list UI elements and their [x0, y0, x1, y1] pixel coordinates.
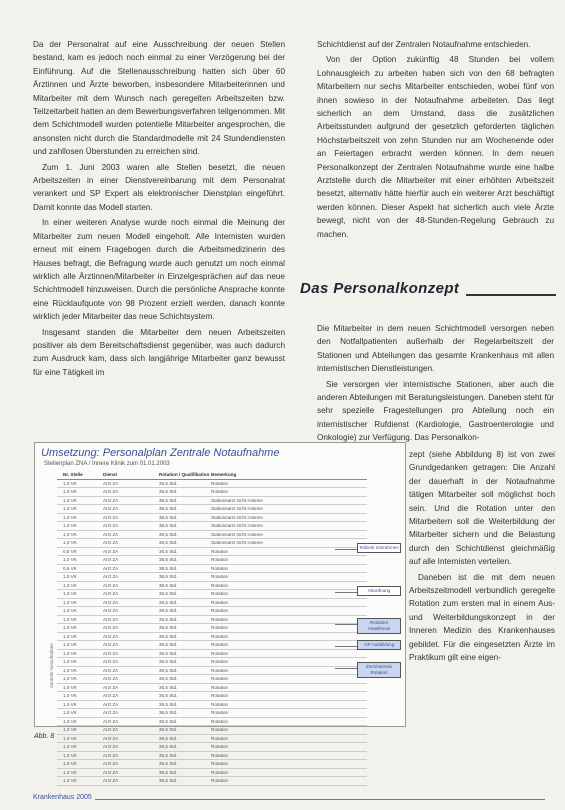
table-cell: Rotation [211, 667, 229, 673]
table-row [57, 633, 367, 642]
table-cell: Rotation [211, 557, 229, 562]
paragraph: Daneben ist die mit dem neuen Arbeitszeitmodell verbundlich geregelte Rotation zum ersten mal in einem Aus- und Weiterbildungskonzept in der Inneren Medizin des Krankenhauses gebildet. Für die eingesetzten Ärzte im Praktikum gilt eine eigen- [409, 572, 555, 663]
table-cell: Arzt ZA [103, 574, 119, 579]
table-cell: 1,0 VK [63, 557, 77, 562]
table-cell: 36,5 Std. [159, 701, 178, 707]
table-cell: Arzt ZA [103, 778, 119, 783]
table-cell: Arzt ZA [103, 557, 119, 562]
right-text-column-bottom [409, 448, 555, 667]
table-row [57, 599, 367, 608]
table-cell: 1,0 VK [63, 633, 77, 639]
table-cell: Rotation [211, 548, 229, 554]
table-cell: Arzt ZA [103, 684, 119, 690]
figure-title: Umsetzung: Personalplan Zentrale Notaufnahme [41, 447, 280, 459]
paragraph: Da der Personalrat auf eine Ausschreibung der neuen Stellen bestand, kam es jedoch noch einmal zu einer Verzögerung bei der Einführung. Auf die Stellenausschreibung hatten sich über 60 Ärztinnen und Ärzte beworben, insbesondere Mitarbeiterinnen und Mitarbeiter mit dem Wunsch nach geregelten Arbeitszeiten bzw. Teilzeitarbeit hatten an dem Bewerbungsverfahren teilgenommen. Mit dem Schichtmodell wurden potentielle Mitarbeiter angesprochen, die ansonsten nicht durch die Standardmodelle mit 24 Stundendiensten und zahllosen Überstunden zu erreichen sind. [33, 40, 285, 157]
table-row [57, 692, 367, 701]
table-row [57, 590, 367, 599]
table-cell: 36,5 Std. [159, 633, 178, 639]
table-cell: 1,0 VK [63, 684, 77, 690]
table-cell: Rotation [211, 625, 229, 630]
table-cell: Rotation [211, 761, 229, 766]
table-cell: 1,0 VK [63, 489, 77, 494]
left-text-column [33, 38, 285, 381]
table-cell: 1,0 VK [63, 625, 77, 630]
table-cell: Stationsarzt nicht rotieren [211, 514, 264, 520]
table-cell: 38,5 Std. [159, 565, 178, 571]
table-row [57, 548, 367, 557]
table-cell: 1,0 VK [63, 676, 77, 681]
table-cell: Arzt ZA [103, 514, 119, 520]
table-cell: Rotation [211, 735, 229, 741]
table-cell: 0,5 VK [63, 548, 77, 554]
figure-caption: Abb. 8 [34, 733, 55, 740]
table-cell: Rotation [211, 659, 229, 664]
page-footer: Krankenhaus 2005 [33, 794, 92, 801]
table-cell: Rotation [211, 710, 229, 715]
paragraph: Zum 1. Juni 2003 waren alle Stellen besetzt, die neuen Arbeitszeiten in einer Dienstvereinbarung mit dem Personalrat verankert und SP Expert als elektronischer Dienstplan eingeführt. Damit konnte das Modell starten. [33, 162, 285, 212]
table-cell: Arzt ZA [103, 735, 119, 741]
figure-side-label: Zentrale Notaufnahme [49, 643, 54, 688]
table-row [57, 582, 367, 591]
table-row [57, 565, 367, 574]
table-cell: 1,0 VK [63, 710, 77, 715]
table-header-row [57, 471, 367, 480]
staffing-table [57, 471, 367, 786]
table-cell: Stationsarzt nicht rotieren [211, 531, 264, 537]
table-cell: 36,5 Std. [159, 710, 178, 715]
table-cell: Arzt ZA [103, 582, 119, 588]
table-row [57, 514, 367, 523]
table-cell: Stationsarzt nicht rotieren [211, 506, 264, 511]
connector-line [335, 668, 357, 669]
table-cell: Arzt ZA [103, 710, 119, 715]
table-row [57, 641, 367, 650]
column-header: Bemerkung [211, 472, 237, 477]
table-row [57, 675, 367, 684]
table-cell: Arzt ZA [103, 744, 119, 749]
connector-line [335, 549, 357, 550]
table-cell: 36,5 Std. [159, 659, 178, 664]
table-cell: Arzt ZA [103, 659, 119, 664]
table-row [57, 667, 367, 676]
table-cell: 36,5 Std. [159, 591, 178, 596]
column-header: Nr. Stelle [63, 472, 83, 477]
table-cell: 1,0 VK [63, 540, 77, 545]
table-cell: 1,0 VK [63, 744, 77, 749]
table-cell: 1,0 VK [63, 735, 77, 741]
table-cell: 36,5 Std. [159, 727, 178, 732]
table-row [57, 573, 367, 582]
table-cell: Rotation [211, 769, 229, 775]
table-cell: Rotation [211, 642, 229, 647]
table-cell: 38,5 Std. [159, 582, 178, 588]
table-cell: Rotation [211, 608, 229, 613]
table-cell: Arzt ZA [103, 752, 119, 758]
table-cell: Rotation [211, 599, 229, 605]
table-cell: 1,0 VK [63, 650, 77, 656]
table-cell: Arzt ZA [103, 633, 119, 639]
table-cell: Arzt ZA [103, 531, 119, 537]
table-cell: Arzt ZA [103, 667, 119, 673]
table-row [57, 505, 367, 514]
table-cell: 36,5 Std. [159, 752, 178, 758]
figure-side-box: Abordnung [357, 586, 401, 596]
table-cell: 1,0 VK [63, 718, 77, 724]
table-cell: 1,0 VK [63, 582, 77, 588]
table-cell: 36,5 Std. [159, 642, 178, 647]
table-cell: 38,5 Std. [159, 514, 178, 520]
table-cell: 36,5 Std. [159, 625, 178, 630]
table-cell: Stationsarzt nicht rotieren [211, 523, 264, 528]
table-cell: 0,5 VK [63, 565, 77, 571]
table-cell: Arzt ZA [103, 489, 119, 494]
table-cell: 36,5 Std. [159, 548, 178, 554]
table-cell: Arzt ZA [103, 480, 119, 486]
table-cell: 1,0 VK [63, 599, 77, 605]
table-row [57, 658, 367, 667]
table-cell: 1,0 VK [63, 514, 77, 520]
table-cell: 1,0 VK [63, 591, 77, 596]
table-cell: Rotation [211, 574, 229, 579]
table-cell: Arzt ZA [103, 506, 119, 511]
table-cell: Rotation [211, 727, 229, 732]
table-cell: Stationsarzt nicht rotieren [211, 540, 264, 545]
table-cell: 36,5 Std. [159, 667, 178, 673]
right-text-column-middle [317, 322, 554, 447]
table-row [57, 488, 367, 497]
table-cell: Rotation [211, 744, 229, 749]
figure-side-box: Rotation/ Anästhesie [357, 618, 401, 634]
figure-side-box: Teilzeit/ Zeitrahmen [357, 543, 401, 553]
table-cell: Rotation [211, 565, 229, 571]
table-cell: 1,0 VK [63, 693, 77, 698]
table-cell: 1,0 VK [63, 523, 77, 528]
table-cell: 36,5 Std. [159, 489, 178, 494]
table-cell: 36,5 Std. [159, 540, 178, 545]
table-row [57, 616, 367, 625]
table-cell: 1,0 VK [63, 497, 77, 503]
table-cell: Arzt ZA [103, 548, 119, 554]
table-cell: Rotation [211, 650, 229, 656]
section-heading: Das Personalkonzept [300, 280, 460, 297]
table-row [57, 539, 367, 548]
table-cell: Arzt ZA [103, 676, 119, 681]
table-cell: Arzt ZA [103, 701, 119, 707]
paragraph: Von der Option zukünftig 48 Stunden bei vollem Lohnausgleich zu arbeiten haben sich von den 68 befragten Mitarbeitern nur sechs Mitarbeiter entschieden, wobei fünf von ihnen sowieso in der Notaufnahme arbeiteten. Das liegt sicherlich an dem Umstand, dass die zusätzlichen Arbeitsstunden aufgrund der gesetzlich geforderten täglichen Höchstarbeitszeit von zehn Stunden nur am Wochenende oder an Feiertagen erbracht werden können. In dem neuen Personalkonzept der Zentralen Notaufnahme wurde eine halbe Arztstelle durch die Mitarbeiter mit einer erhöhten Arbeitszeit besetzt, alternativ hätte hierfür auch ein weiterer Arzt beschäftigt werden können. Dieser Aspekt hat sicherlich auch viele Ärzte bewegt, nicht von der 48-Stunden-Regelung Gebrauch zu machen. [317, 55, 554, 239]
table-cell: Rotation [211, 684, 229, 690]
table-cell: Arzt ZA [103, 523, 119, 528]
table-cell: Arzt ZA [103, 625, 119, 630]
table-cell: 1,0 VK [63, 761, 77, 766]
connector-line [335, 646, 357, 647]
table-row [57, 726, 367, 735]
table-cell: Rotation [211, 693, 229, 698]
table-row [57, 769, 367, 778]
table-cell: Arzt ZA [103, 769, 119, 775]
table-row [57, 777, 367, 786]
table-cell: Arzt ZA [103, 693, 119, 698]
table-cell: 36,5 Std. [159, 693, 178, 698]
table-body [57, 480, 367, 786]
table-cell: Arzt ZA [103, 761, 119, 766]
paragraph: Schichtdienst auf der Zentralen Notaufnahme entschieden. [317, 40, 531, 49]
table-cell: 36,5 Std. [159, 608, 178, 613]
table-cell: Arzt ZA [103, 650, 119, 656]
table-cell: 1,0 VK [63, 659, 77, 664]
table-cell: Rotation [211, 778, 229, 783]
table-cell: Rotation [211, 489, 229, 494]
figure-side-box: ZNA/Intensiv Rotation [357, 662, 401, 678]
table-cell: Rotation [211, 582, 229, 588]
table-cell: 36,5 Std. [159, 744, 178, 749]
table-row [57, 735, 367, 744]
table-cell: 1,0 VK [63, 701, 77, 707]
table-row [57, 743, 367, 752]
heading-rule [466, 294, 556, 296]
table-cell: Arzt ZA [103, 599, 119, 605]
table-cell: 1,0 VK [63, 608, 77, 613]
table-row [57, 624, 367, 633]
table-cell: Rotation [211, 480, 229, 486]
paragraph: zept (siehe Abbildung 8) ist von zwei Grundgedanken getragen: Die Anzahl der dauerhaft in der Notaufnahme tätigen Mitarbeiter soll möglichst hoch sein. Und die Rotation unter den Mitarbeitern soll die Weiterbildung der Mitarbeiter sichern und die Belastung durch den Schichtdienst gleichmäßig auf alle Internisten verteilen. [409, 450, 555, 567]
table-cell: 36,5 Std. [159, 684, 178, 690]
table-cell: Arzt ZA [103, 497, 119, 503]
table-cell: 1,0 VK [63, 727, 77, 732]
table-row [57, 760, 367, 769]
table-row [57, 531, 367, 540]
table-cell: 1,0 VK [63, 778, 77, 783]
column-header: Dienst [103, 472, 118, 477]
table-cell: 36,5 Std. [159, 769, 178, 775]
table-cell: Arzt ZA [103, 616, 119, 622]
table-cell: Rotation [211, 752, 229, 758]
table-cell: 38,5 Std. [159, 557, 178, 562]
table-cell: Arzt ZA [103, 591, 119, 596]
figure-side-box: AiP Ausbildung [357, 640, 401, 650]
table-row [57, 701, 367, 710]
table-cell: 36,5 Std. [159, 480, 178, 486]
paragraph: In einer weiteren Analyse wurde noch einmal die Meinung der Mitarbeiter zum neuen Modell eingeholt. Alle Internisten wurden erneut mit einem Fragebogen durch die Arbeitsmedizinerin des Hauses befragt, die Befragung wurde auch genutzt um noch einmal wirklich alle Ärztinnen/Mitarbeiter in Einzelgesprächen auf das neue Schichtmodell hinzuweisen. Durch die persönliche Ansprache konnte eine Rücklaufquote von 98 Prozent erzielt werden, danach konnte wirklich jeder Mitarbeiter das neue Schichtsystem. [33, 218, 285, 322]
paragraph: Insgesamt standen die Mitarbeiter dem neuen Arbeitszeiten positiver als dem Bereitschaftsdienst gegenüber, was auch dadurch zum Ausdruck kam, dass sich langjährige Mitarbeiter ganz bewusst für eine Tätigkeit im [33, 327, 285, 377]
table-cell: 36,5 Std. [159, 599, 178, 605]
table-cell: Arzt ZA [103, 540, 119, 545]
table-cell: Rotation [211, 676, 229, 681]
table-cell: Rotation [211, 591, 229, 596]
connector-line [335, 624, 357, 625]
table-row [57, 556, 367, 565]
table-cell: 1,0 VK [63, 769, 77, 775]
table-cell: 36,5 Std. [159, 531, 178, 537]
table-cell: 1,0 VK [63, 506, 77, 511]
table-row [57, 684, 367, 693]
table-cell: 36,5 Std. [159, 650, 178, 656]
table-cell: 1,0 VK [63, 480, 77, 486]
footer-rule [95, 799, 545, 800]
table-row [57, 497, 367, 506]
paragraph: Die Mitarbeiter in dem neuen Schichtmodell versorgen neben den Notfallpatienten außerhalb der Regelarbeitszeit der Stationen und Abteilungen das gesamte Krankenhaus mit allen internistischen Dienstleistungen. [317, 324, 554, 374]
table-cell: Rotation [211, 633, 229, 639]
table-row [57, 718, 367, 727]
right-text-column-top [317, 38, 554, 243]
table-row [57, 480, 367, 489]
table-row [57, 522, 367, 531]
table-cell: 1,0 VK [63, 667, 77, 673]
table-cell: Rotation [211, 718, 229, 724]
table-row [57, 709, 367, 718]
table-cell: 38,5 Std. [159, 506, 178, 511]
table-cell: 36,5 Std. [159, 676, 178, 681]
table-cell: Arzt ZA [103, 718, 119, 724]
table-row [57, 650, 367, 659]
table-cell: Rotation [211, 616, 229, 622]
table-cell: Arzt ZA [103, 565, 119, 571]
table-cell: 36,5 Std. [159, 778, 178, 783]
table-cell: 1,0 VK [63, 531, 77, 537]
table-cell: 1,0 VK [63, 574, 77, 579]
figure-subtitle: Stellenplan ZNA / Innere Klinik zum 01.01.2003 [44, 461, 170, 467]
table-cell: 36,5 Std. [159, 718, 178, 724]
table-cell: Arzt ZA [103, 608, 119, 613]
table-cell: 38,5 Std. [159, 497, 178, 503]
table-cell: Arzt ZA [103, 727, 119, 732]
connector-line [335, 592, 357, 593]
table-cell: 38,5 Std. [159, 523, 178, 528]
table-cell: 38,5 Std. [159, 574, 178, 579]
table-cell: 1,0 VK [63, 642, 77, 647]
table-cell: Stationsarzt nicht rotieren [211, 497, 264, 503]
table-cell: 36,5 Std. [159, 735, 178, 741]
table-cell: 36,5 Std. [159, 616, 178, 622]
table-cell: 1,0 VK [63, 752, 77, 758]
column-header: Rotation / Qualifikation [159, 472, 210, 477]
paragraph: Sie versorgen vier internistische Stationen, aber auch die anderen Abteilungen mit Beratungsleistungen. Daneben steht für sehr spezielle Fragestellungen pro Abteilung noch ein internistischer Rufdienst (Kardiologie, Gastroenterologie und Onkologie) zur Verfügung. Das Personalkon- [317, 379, 554, 443]
table-cell: 36,5 Std. [159, 761, 178, 766]
table-cell: 1,0 VK [63, 616, 77, 622]
table-cell: Arzt ZA [103, 642, 119, 647]
table-cell: Rotation [211, 701, 229, 707]
table-row [57, 752, 367, 761]
table-row [57, 607, 367, 616]
